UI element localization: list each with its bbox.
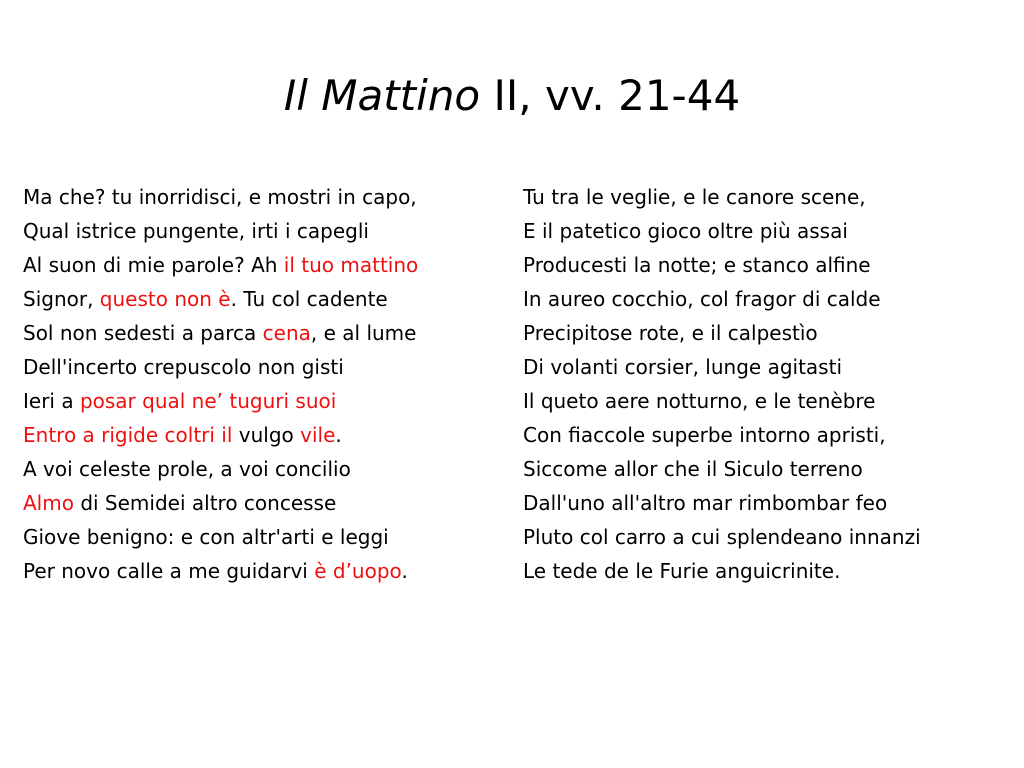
verse-text: Siccome allor che il Siculo terreno [523, 457, 863, 481]
verse-text: Ieri a [23, 389, 80, 413]
verse-line [23, 316, 418, 350]
verse-text: vulgo [232, 423, 301, 447]
right-verse-column [523, 180, 921, 588]
verse-line [523, 452, 921, 486]
verse-text: Giove benigno: e con altr'arti e leggi [23, 525, 389, 549]
highlighted-text: questo non è [99, 287, 231, 311]
verse-text: . [401, 559, 408, 583]
highlighted-text: Almo [23, 491, 74, 515]
verse-text: Qual istrice pungente, irti i capegli [23, 219, 369, 243]
verse-line [523, 554, 921, 588]
verse-text: Per novo calle a me guidarvi [23, 559, 315, 583]
verse-text: di Semidei altro concesse [73, 491, 337, 515]
verse-text: Al suon di mie parole? Ah [23, 253, 284, 277]
verse-line [523, 248, 921, 282]
verse-line [523, 180, 921, 214]
verse-line [23, 486, 418, 520]
verse-line [523, 316, 921, 350]
verse-text: A voi celeste prole, a voi concilio [23, 457, 351, 481]
verse-text: Signor, [23, 287, 100, 311]
verse-line [523, 520, 921, 554]
verse-line [523, 350, 921, 384]
verse-text: Producesti la notte; e stanco alfine [523, 253, 871, 277]
verse-line [23, 418, 418, 452]
verse-line [23, 350, 418, 384]
verse-text: Con fiaccole superbe intorno apristi, [523, 423, 886, 447]
highlighted-text: posar qual ne’ tuguri suoi [79, 389, 337, 413]
verse-line [23, 180, 418, 214]
left-verse-column [23, 180, 418, 588]
verse-line [523, 418, 921, 452]
verse-text: E il patetico gioco oltre più assai [523, 219, 848, 243]
verse-line [523, 214, 921, 248]
verse-line [23, 384, 418, 418]
highlighted-text: cena [262, 321, 311, 345]
highlighted-text: il tuo mattino [283, 253, 419, 277]
verse-text: In aureo cocchio, col fragor di calde [523, 287, 881, 311]
title-rest: II, vv. 21-44 [480, 71, 741, 120]
verse-text: . [335, 423, 342, 447]
verse-text: Tu tra le veglie, e le canore scene, [523, 185, 866, 209]
verse-line [23, 554, 418, 588]
verse-text: Ma che? tu inorridisci, e mostri in capo, [23, 185, 417, 209]
verse-text: Dell'incerto crepuscolo non gisti [23, 355, 344, 379]
verse-line [523, 486, 921, 520]
verse-text: Di volanti corsier, lunge agitasti [523, 355, 842, 379]
verse-line [23, 520, 418, 554]
verse-line [23, 452, 418, 486]
highlighted-text: è d’uopo [314, 559, 402, 583]
verse-line [523, 384, 921, 418]
verse-line [523, 282, 921, 316]
verse-text: Il queto aere notturno, e le tenèbre [523, 389, 876, 413]
highlighted-text: Entro a rigide coltri il [23, 423, 233, 447]
verse-text: Precipitose rote, e il calpestìo [523, 321, 818, 345]
verse-line [23, 248, 418, 282]
verse-line [23, 282, 418, 316]
verse-text: Le tede de le Furie anguicrinite. [523, 559, 841, 583]
verse-text: , e al lume [310, 321, 417, 345]
highlighted-text: vile [300, 423, 336, 447]
verse-line [23, 214, 418, 248]
verse-text: Pluto col carro a cui splendeano innanzi [523, 525, 921, 549]
verse-text: Sol non sedesti a parca [23, 321, 263, 345]
verse-text: . Tu col cadente [230, 287, 388, 311]
slide-title [0, 68, 1024, 124]
verse-text: Dall'uno all'altro mar rimbombar feo [523, 491, 888, 515]
title-italic: Il Mattino [283, 71, 481, 120]
